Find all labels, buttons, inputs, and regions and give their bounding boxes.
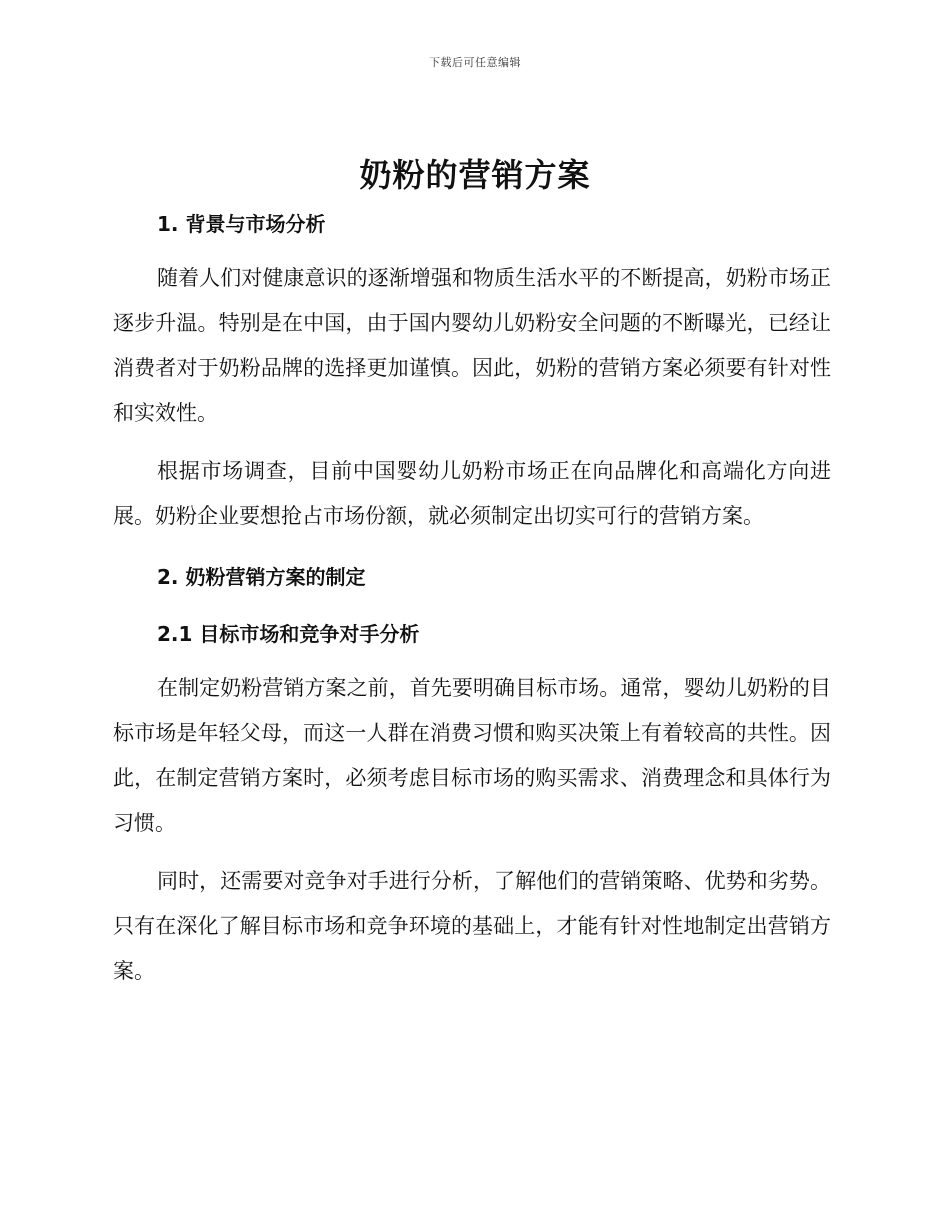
paragraph-background-2: 根据市场调查，目前中国婴幼儿奶粉市场正在向品牌化和高端化方向进展。奶粉企业要想抢占市场份额，就必须制定出切实可行的营销方案。 <box>113 459 831 528</box>
paragraph-background-1: 随着人们对健康意识的逐渐增强和物质生活水平的不断提高，奶粉市场正逐步升温。特别是在中国，由于国内婴幼儿奶粉安全问题的不断曝光，已经让消费者对于奶粉品牌的选择更加谨慎。因此，奶粉的营销方案必须要有针对性和实效性。 <box>113 266 831 425</box>
header-note: 下载后可任意编辑 <box>429 56 521 69</box>
paragraph-target-market-2: 同时，还需要对竞争对手进行分析，了解他们的营销策略、优势和劣势。只有在深化了解目标市场和竞争环境的基础上，才能有针对性地制定出营销方案。 <box>113 869 831 983</box>
document-title: 奶粉的营销方案 <box>359 156 591 194</box>
section-heading-strategy: 2. 奶粉营销方案的制定 <box>157 565 366 589</box>
paragraph-target-market-1: 在制定奶粉营销方案之前，首先要明确目标市场。通常，婴幼儿奶粉的目标市场是年轻父母，而这一人群在消费习惯和购买决策上有着较高的共性。因此，在制定营销方案时，必须考虑目标市场的购买需求、消费理念和具体行为习惯。 <box>113 676 831 835</box>
section-heading-background: 1. 背景与市场分析 <box>157 212 326 236</box>
subsection-heading-target-market: 2.1 目标市场和竞争对手分析 <box>157 622 420 646</box>
